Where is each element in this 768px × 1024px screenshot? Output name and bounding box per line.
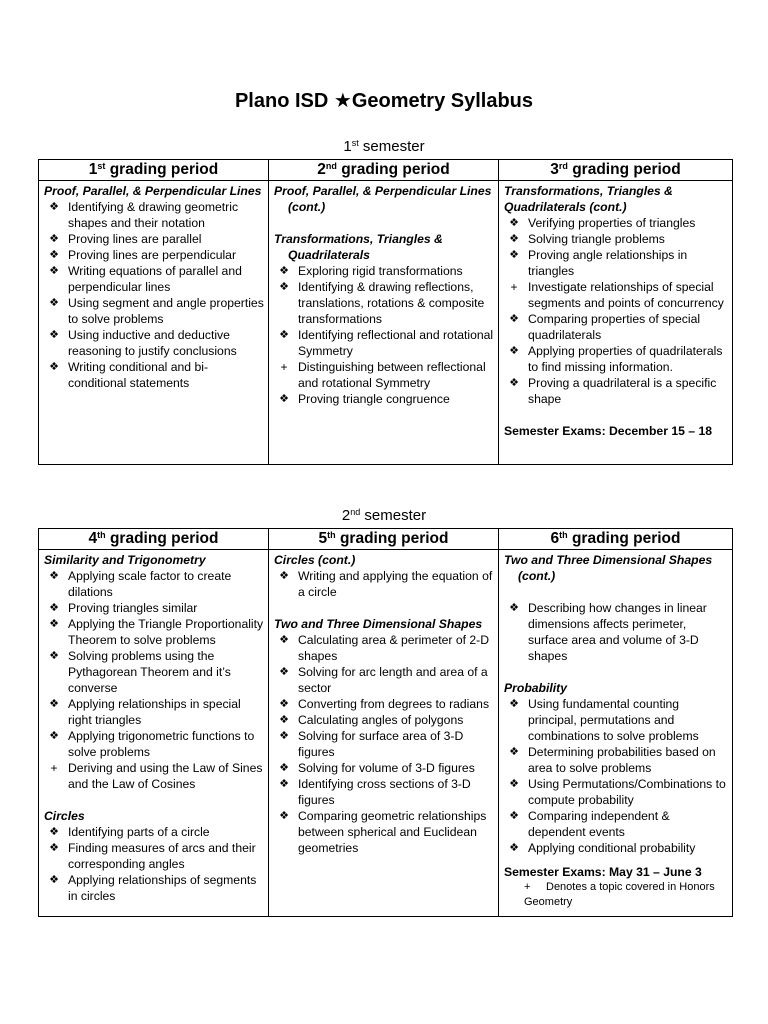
- bullet-icon: ❖: [279, 762, 289, 774]
- section-heading: Proof, Parallel, & Perpendicular Lines: [274, 184, 492, 198]
- bullet-icon: ❖: [509, 249, 519, 261]
- topic-item: ❖ Applying properties of quadrilaterals to find missing information.: [504, 343, 728, 375]
- topic-item: ❖ Writing conditional and bi-conditional statements: [44, 359, 264, 391]
- topic-item: ❖ Proving a quadrilateral is a specific shape: [504, 375, 728, 407]
- title-right: Geometry Syllabus: [351, 90, 534, 112]
- topic-item: ❖ Using Permutations/Combinations to compute probability: [504, 776, 728, 808]
- bullet-icon: ❖: [49, 618, 59, 630]
- honors-topic-item: + Investigate relationships of special segments and points of concurrency: [504, 279, 728, 311]
- bullet-icon: ❖: [509, 217, 519, 229]
- topic-item: ❖ Exploring rigid transformations: [274, 263, 494, 279]
- topic-list: [44, 568, 264, 792]
- section-heading-cont: (cont.): [288, 200, 326, 214]
- semester-2-label: 2nd semester: [341, 507, 427, 524]
- plus-icon: +: [50, 761, 58, 775]
- topic-item: ❖ Identifying cross sections of 3-D figures: [274, 776, 494, 808]
- semester-2-table: [38, 528, 733, 917]
- topic-item: ❖ Identifying parts of a circle: [44, 824, 264, 840]
- title-left: Plano ISD: [234, 90, 329, 112]
- bullet-icon: ❖: [509, 778, 519, 790]
- honors-legend: [504, 880, 728, 910]
- topic-item: ❖ Solving problems using the Pythagorean Theorem and it’s converse: [44, 648, 264, 696]
- page-title: [0, 88, 768, 113]
- topic-item: ❖ Writing equations of parallel and perpendicular lines: [44, 263, 264, 295]
- bullet-icon: ❖: [509, 810, 519, 822]
- grading-period-3-cell: [499, 181, 733, 465]
- topic-item: ❖ Solving for volume of 3-D figures: [274, 760, 494, 776]
- bullet-icon: ❖: [279, 329, 289, 341]
- bullet-icon: ❖: [279, 810, 289, 822]
- topic-item: ❖ Proving lines are perpendicular: [44, 247, 264, 263]
- bullet-icon: ❖: [279, 714, 289, 726]
- semester-exam-dates: Semester Exams: December 15 – 18: [504, 424, 712, 438]
- honors-topic-item: + Distinguishing between reflectional and rotational Symmetry: [274, 359, 494, 391]
- semester-exam-dates: Semester Exams: May 31 – June 3: [504, 865, 702, 879]
- topic-item: ❖ Identifying & drawing geometric shapes and their notation: [44, 199, 264, 231]
- bullet-icon: ❖: [49, 874, 59, 886]
- grading-period-1-header: 1st grading period: [39, 160, 269, 181]
- grading-period-1-cell: [39, 181, 269, 465]
- topic-item: ❖ Proving triangle congruence: [274, 391, 494, 407]
- grading-period-5-cell: [269, 550, 499, 917]
- bullet-icon: ❖: [509, 842, 519, 854]
- grading-period-2-header: 2nd grading period: [269, 160, 499, 181]
- topic-item: ❖ Determining probabilities based on area to solve problems: [504, 744, 728, 776]
- section-heading: Circles (cont.): [274, 553, 356, 567]
- topic-item: ❖ Proving triangles similar: [44, 600, 264, 616]
- bullet-icon: ❖: [279, 265, 289, 277]
- topic-list: [274, 263, 494, 407]
- topic-item: ❖ Applying the Triangle Proportionality Theorem to solve problems: [44, 616, 264, 648]
- topic-item: ❖ Proving lines are parallel: [44, 231, 264, 247]
- topic-item: ❖ Identifying reflectional and rotational Symmetry: [274, 327, 494, 359]
- bullet-icon: ❖: [509, 602, 519, 614]
- semester-1-table: [38, 159, 733, 465]
- bullet-icon: ❖: [49, 297, 59, 309]
- bullet-icon: ❖: [509, 313, 519, 325]
- topic-item: ❖ Using segment and angle properties to solve problems: [44, 295, 264, 327]
- topic-list: [504, 600, 728, 664]
- topic-item: ❖ Applying relationships of segments in circles: [44, 872, 264, 904]
- topic-list: [274, 632, 494, 856]
- topic-list: [44, 199, 264, 391]
- honors-legend-text: Denotes a topic covered in Honors Geometry: [524, 881, 715, 908]
- bullet-icon: ❖: [49, 249, 59, 261]
- semester-1-label: 1st semester: [343, 138, 425, 155]
- section-heading-cont: Quadrilaterals: [288, 248, 370, 262]
- bullet-icon: ❖: [279, 281, 289, 293]
- section-heading: Probability: [504, 681, 567, 695]
- bullet-icon: ❖: [509, 698, 519, 710]
- topic-item: ❖ Comparing geometric relationships between spherical and Euclidean geometries: [274, 808, 494, 856]
- topic-list: [504, 215, 728, 407]
- grading-period-6-cell: [499, 550, 733, 917]
- section-heading-cont: (cont.): [518, 569, 556, 583]
- bullet-icon: ❖: [509, 377, 519, 389]
- bullet-icon: ❖: [279, 570, 289, 582]
- bullet-icon: ❖: [49, 602, 59, 614]
- plus-icon: +: [510, 280, 518, 294]
- topic-item: ❖ Solving for surface area of 3-D figures: [274, 728, 494, 760]
- topic-item: ❖ Applying scale factor to create dilations: [44, 568, 264, 600]
- topic-item: ❖ Proving angle relationships in triangles: [504, 247, 728, 279]
- topic-item: ❖ Verifying properties of triangles: [504, 215, 728, 231]
- grading-period-3-header: 3rd grading period: [499, 160, 733, 181]
- semester-2-header-row: [39, 529, 733, 550]
- bullet-icon: ❖: [49, 361, 59, 373]
- bullet-icon: ❖: [279, 634, 289, 646]
- bullet-icon: ❖: [279, 730, 289, 742]
- plus-icon: +: [280, 360, 288, 374]
- topic-item: ❖ Comparing properties of special quadrilaterals: [504, 311, 728, 343]
- section-heading: Two and Three Dimensional Shapes: [274, 617, 483, 631]
- bullet-icon: ❖: [49, 329, 59, 341]
- topic-item: ❖ Calculating area & perimeter of 2-D shapes: [274, 632, 494, 664]
- grading-period-2-cell: [269, 181, 499, 465]
- bullet-icon: ❖: [509, 345, 519, 357]
- bullet-icon: ❖: [49, 201, 59, 213]
- section-heading-cont: Quadrilaterals (cont.): [504, 200, 627, 214]
- section-heading: Transformations, Triangles &: [274, 232, 443, 246]
- section-heading: Transformations, Triangles &: [504, 184, 673, 198]
- bullet-icon: ❖: [49, 842, 59, 854]
- topic-item: ❖ Applying trigonometric functions to solve problems: [44, 728, 264, 760]
- topic-list: [44, 824, 264, 904]
- bullet-icon: ❖: [279, 666, 289, 678]
- grading-period-5-header: 5th grading period: [269, 529, 499, 550]
- topic-item: ❖ Converting from degrees to radians: [274, 696, 494, 712]
- topic-item: ❖ Applying conditional probability: [504, 840, 728, 856]
- bullet-icon: ❖: [49, 233, 59, 245]
- bullet-icon: ❖: [49, 698, 59, 710]
- topic-item: ❖ Applying relationships in special right triangles: [44, 696, 264, 728]
- section-heading: Proof, Parallel, & Perpendicular Lines: [44, 184, 262, 198]
- section-heading: Circles: [44, 809, 85, 823]
- topic-item: ❖ Finding measures of arcs and their corresponding angles: [44, 840, 264, 872]
- topic-item: ❖ Comparing independent & dependent events: [504, 808, 728, 840]
- bullet-icon: ❖: [49, 730, 59, 742]
- topic-item: ❖ Solving for arc length and area of a sector: [274, 664, 494, 696]
- topic-list: [274, 568, 494, 600]
- bullet-icon: ❖: [509, 233, 519, 245]
- semester-1-content-row: [39, 181, 733, 465]
- bullet-icon: ❖: [49, 570, 59, 582]
- plus-icon: +: [524, 881, 531, 893]
- bullet-icon: ❖: [49, 650, 59, 662]
- bullet-icon: ❖: [49, 826, 59, 838]
- semester-2-content-row: [39, 550, 733, 917]
- topic-list: [504, 696, 728, 856]
- bullet-icon: ❖: [279, 393, 289, 405]
- topic-item: ❖ Writing and applying the equation of a circle: [274, 568, 494, 600]
- topic-item: ❖ Calculating angles of polygons: [274, 712, 494, 728]
- bullet-icon: ❖: [279, 698, 289, 710]
- bullet-icon: ❖: [49, 265, 59, 277]
- topic-item: ❖ Solving triangle problems: [504, 231, 728, 247]
- semester-1-header-row: [39, 160, 733, 181]
- honors-topic-item: + Deriving and using the Law of Sines and the Law of Cosines: [44, 760, 264, 792]
- section-heading: Two and Three Dimensional Shapes: [504, 553, 713, 567]
- bullet-icon: ❖: [509, 746, 519, 758]
- grading-period-4-header: 4th grading period: [39, 529, 269, 550]
- topic-item: ❖ Using inductive and deductive reasoning to justify conclusions: [44, 327, 264, 359]
- topic-item: ❖ Describing how changes in linear dimensions affects perimeter, surface area and volume of 3-D shapes: [504, 600, 728, 664]
- bullet-icon: ❖: [279, 778, 289, 790]
- topic-item: ❖ Using fundamental counting principal, permutations and combinations to solve problems: [504, 696, 728, 744]
- grading-period-6-header: 6th grading period: [499, 529, 733, 550]
- topic-item: ❖ Identifying & drawing reflections, translations, rotations & composite transformations: [274, 279, 494, 327]
- section-heading: Similarity and Trigonometry: [44, 553, 206, 567]
- grading-period-4-cell: [39, 550, 269, 917]
- star-icon: ★: [333, 90, 352, 112]
